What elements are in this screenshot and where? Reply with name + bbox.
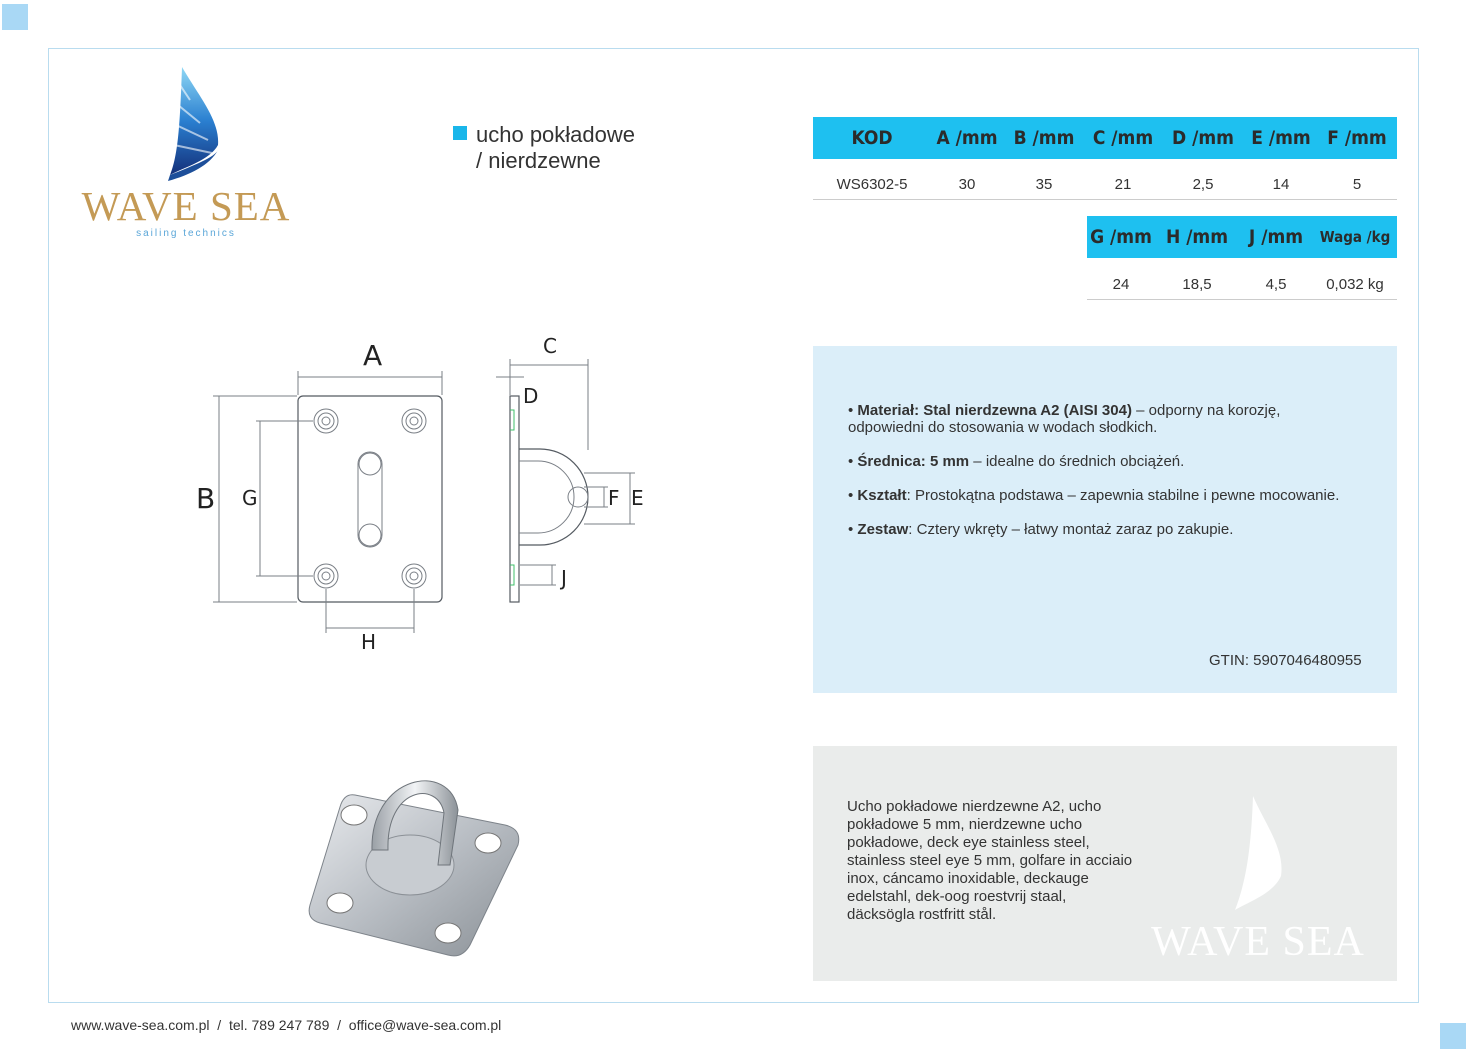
header-f: F /mm xyxy=(1327,127,1387,149)
drawing-label-f: F xyxy=(608,486,620,510)
cell-kod: WS6302-5 xyxy=(836,176,908,193)
header-h: H /mm xyxy=(1165,226,1229,248)
brand-tagline: sailing technics xyxy=(136,228,236,239)
drawing-label-a: A xyxy=(363,339,383,372)
corner-square-bottom-right xyxy=(1440,1023,1466,1049)
drawing-label-h: H xyxy=(361,630,377,654)
header-c: C /mm xyxy=(1092,127,1154,149)
description-panel xyxy=(813,746,1397,981)
header-d: D /mm xyxy=(1171,127,1234,149)
header-g: G /mm xyxy=(1090,226,1152,248)
feature-list xyxy=(848,402,1348,555)
cell-d: 2,5 xyxy=(1192,176,1214,193)
header-kod: KOD xyxy=(851,127,893,149)
cell-j: 4,5 xyxy=(1265,276,1287,293)
drawing-label-g: G xyxy=(242,486,258,510)
brand-name: WAVE SEA xyxy=(81,183,291,229)
features-panel xyxy=(813,346,1397,693)
cell-a: 30 xyxy=(958,176,976,193)
corner-square-top-left xyxy=(2,4,28,30)
header-a: A /mm xyxy=(936,127,998,149)
watermark-sail-icon xyxy=(1223,794,1293,924)
title-bullet-square xyxy=(453,126,467,140)
header-e: E /mm xyxy=(1251,127,1311,149)
spec-table-2-header xyxy=(1087,216,1397,258)
feature-shape: • Kształt: Prostokątna podstawa – zapewnia stabilne i pewne mocowanie. xyxy=(848,487,1340,504)
header-b: B /mm xyxy=(1013,127,1075,149)
product-title-line-1: ucho pokładowe xyxy=(476,122,636,147)
spec-table-1-header xyxy=(813,117,1397,159)
gtin-code: GTIN: 5907046480955 xyxy=(1209,652,1362,669)
feature-diameter: • Średnica: 5 mm – idealne do średnich obciążeń. xyxy=(848,453,1185,470)
footer-contact: www.wave-sea.com.pl / tel. 789 247 789 / office@wave-sea.com.pl xyxy=(71,1017,502,1033)
cell-e: 14 xyxy=(1272,176,1290,193)
spec-table-2-row xyxy=(1087,270,1397,300)
header-waga: Waga /kg xyxy=(1319,228,1391,246)
drawing-label-b: B xyxy=(196,482,216,515)
drawing-label-c: C xyxy=(543,334,557,358)
feature-set: • Zestaw: Cztery wkręty – łatwy montaż zaraz po zakupie. xyxy=(848,521,1234,538)
cell-h: 18,5 xyxy=(1182,276,1212,293)
drawing-label-j: J xyxy=(561,566,567,590)
cell-f: 5 xyxy=(1352,176,1362,193)
technical-drawing xyxy=(180,325,680,665)
feature-material: • Materiał: Stal nierdzewna A2 (AISI 304) – odporny na korozję, odpowiedni do stosowania w wodach słodkich. xyxy=(848,402,1281,436)
watermark-brand: WAVE SEA xyxy=(1151,919,1365,965)
drawing-label-e: E xyxy=(631,486,644,510)
cell-g: 24 xyxy=(1112,276,1130,293)
description-text: Ucho pokładowe nierdzewne A2, ucho pokładowe 5 mm, nierdzewne ucho pokładowe, deck eye stainless steel, stainless steel eye 5 mm, golfare in acciaio inox, cáncamo inoxidable, deckauge edelstahl, dek-oog roestvrij staal, däcksögla rostfritt stål. xyxy=(847,798,1133,923)
drawing-label-d: D xyxy=(523,384,539,408)
product-title-line-2: / nierdzewne xyxy=(476,148,601,173)
cell-b: 35 xyxy=(1035,176,1053,193)
cell-waga: 0,032 kg xyxy=(1326,276,1384,293)
header-j: J /mm xyxy=(1248,226,1304,248)
spec-table-1-row xyxy=(813,170,1397,200)
product-photo xyxy=(300,755,530,965)
cell-c: 21 xyxy=(1114,176,1132,193)
